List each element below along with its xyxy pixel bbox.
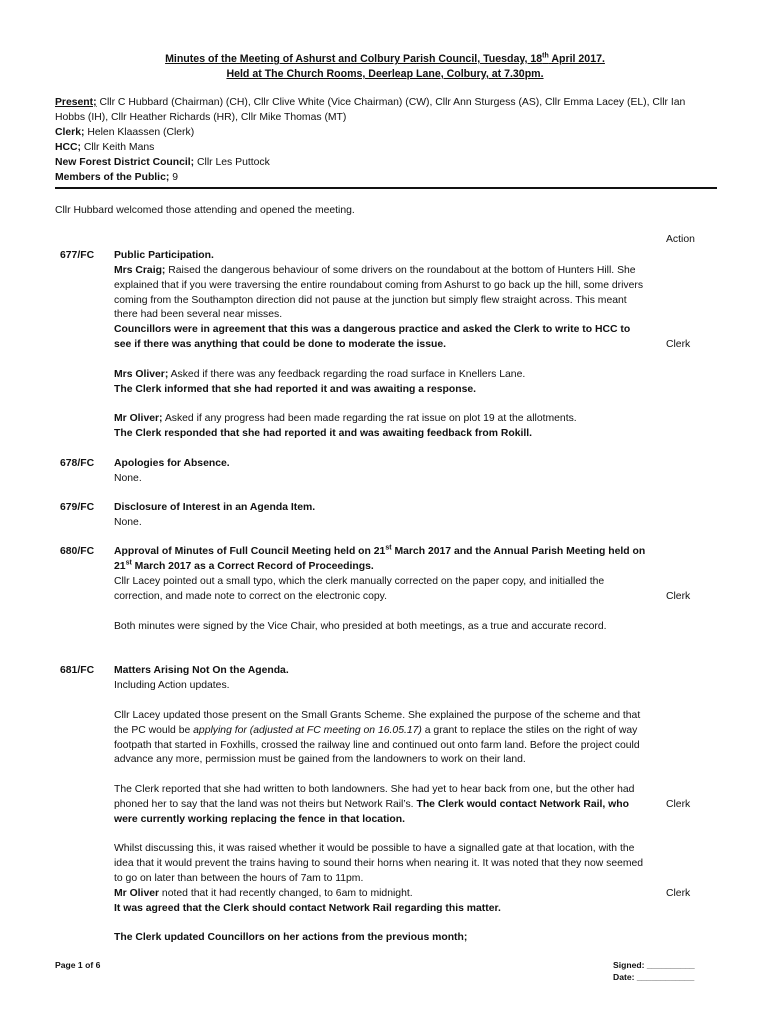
item-681-subheading: Including Action updates. (114, 680, 230, 691)
action-clerk-680: Clerk (666, 591, 691, 602)
speaker-mrs-craig: Mrs Craig; (114, 265, 166, 276)
item-680-heading-a: Approval of Minutes of Full Council Meeting held on 21 (114, 546, 386, 557)
attendance-public (55, 171, 715, 186)
divider-rule (55, 187, 717, 189)
present-label: Present; (55, 97, 97, 108)
item-680-heading-b: March 2017 and the Annual Parish Meeting held on 21 (114, 546, 646, 572)
attendance-hcc (55, 141, 715, 156)
action-clerk-681-b: Clerk (666, 888, 691, 899)
page-subtitle: Held at The Church Rooms, Deerleap Lane, Colbury, at 7.30pm. (226, 68, 544, 80)
action-column-header: Action (666, 234, 695, 245)
item-677-p1-text: Raised the dangerous behaviour of some drivers on the roundabout at the bottom of Hunters Hill. She explained that if you were traversing the entire roundabout coming from Ashurst to go back up the hill, some drivers coming from the Southampton direction did not pause at the junction but simply flew straight across. This meant there had been several near misses. (114, 265, 644, 321)
attendance-present (55, 96, 715, 126)
hcc-text: Cllr Keith Mans (80, 142, 155, 153)
action-clerk-677: Clerk (666, 339, 691, 350)
item-677-paragraph-2 (114, 368, 649, 383)
item-677-resolution: Councillors were in agreement that this was a dangerous practice and asked the Clerk to write to HCC to see if there was anything that could be done to moderate the issue. (114, 324, 631, 350)
welcome-text: Cllr Hubbard welcomed those attending and opened the meeting. (55, 205, 355, 216)
item-heading-680 (114, 545, 649, 575)
item-677-p2-text: Asked if there was any feedback regarding the road surface in Knellers Lane. (168, 369, 526, 380)
item-681-p1-a: Cllr Lacey updated those present on the Small Grants Scheme. She explained the purpose of the scheme and that the PC would be (114, 710, 641, 736)
item-number-677: 677/FC (60, 250, 95, 261)
item-681-paragraph-2 (114, 783, 649, 827)
speaker-mrs-oliver: Mrs Oliver; (114, 369, 169, 380)
nfdc-text: Cllr Les Puttock (194, 157, 270, 168)
speaker-mr-oliver: Mr Oliver; (114, 413, 163, 424)
item-677-p3-text: Asked if any progress had been made regarding the rat issue on plot 19 at the allotments. (162, 413, 577, 424)
item-680-heading-sup2: st (125, 559, 132, 567)
item-heading-677: Public Participation. (114, 250, 214, 261)
item-679-text: None. (114, 517, 142, 528)
item-681-paragraph-3-note (114, 887, 649, 902)
item-number-678: 678/FC (60, 458, 95, 469)
item-heading-681: Matters Arising Not On the Agenda. (114, 665, 289, 676)
title-line1 (165, 53, 605, 65)
item-681-p2-text: The Clerk reported that she had written to both landowners. She had yet to hear back from one, but the other had phoned her to say that the land was not theirs but Network Rail’s. (114, 784, 635, 810)
item-681-p1-b: a grant to replace the stiles on the right of way footpath that started in Foxhills, crossed the railway line and continued out onto farm land. Before the project could advance any more, permission must be gained from the landowners to work on their land. (114, 724, 640, 766)
item-heading-678: Apologies for Absence. (114, 458, 230, 469)
speaker-mr-oliver-681: Mr Oliver (114, 888, 160, 899)
present-text: Cllr C Hubbard (Chairman) (CH), Cllr Clive White (Vice Chairman) (CW), Cllr Ann Sturgess (AS), Cllr Emma Lacey (EL), Cllr Ian Hobbs (IH), Cllr Heather Richards (HR), Cllr Mike Thomas (MT) (55, 97, 686, 123)
item-681-p3-note-text: noted that it had recently changed, to 6am to midnight. (159, 888, 413, 899)
public-text: 9 (169, 172, 178, 183)
item-677-paragraph-3 (114, 412, 649, 427)
clerk-text: Helen Klaassen (Clerk) (84, 127, 195, 138)
item-681-paragraph-4: The Clerk updated Councillors on her actions from the previous month; (114, 932, 468, 943)
title-line1-tail: April 2017. (548, 53, 605, 65)
signed-line: Signed: __________ (613, 960, 695, 970)
page-title (40, 52, 730, 67)
item-681-paragraph-3: Whilst discussing this, it was raised whether it would be possible to have a signalled gate at that location, with the idea that it would prevent the trains having to sound their horns when nearing it. It was noted that they now seemed to go on later than between the hours of 7am to 11pm. (114, 843, 644, 884)
title-line1-sup: th (542, 52, 549, 60)
item-677-paragraph-1 (114, 264, 649, 323)
item-number-680: 680/FC (60, 546, 95, 557)
item-678-text: None. (114, 473, 142, 484)
clerk-label: Clerk; (55, 127, 85, 138)
title-line1-text: Minutes of the Meeting of Ashurst and Colbury Parish Council, Tuesday, 18 (165, 53, 543, 65)
public-label: Members of the Public; (55, 172, 170, 183)
item-681-resolution: It was agreed that the Clerk should contact Network Rail regarding this matter. (114, 903, 501, 914)
item-number-681: 681/FC (60, 665, 95, 676)
action-clerk-681-a: Clerk (666, 799, 691, 810)
item-680-heading-c: March 2017 as a Correct Record of Proceedings. (131, 560, 374, 572)
item-680-paragraph-2: Both minutes were signed by the Vice Chair, who presided at both meetings, as a true and accurate record. (114, 621, 607, 632)
item-681-paragraph-1 (114, 709, 649, 768)
item-680-heading-sup1: st (385, 544, 392, 552)
nfdc-label: New Forest District Council; (55, 157, 195, 168)
page-number: Page 1 of 6 (55, 960, 101, 970)
item-681-p1-italic: applying for (adjusted at FC meeting on 16.05.17) (193, 724, 422, 736)
item-677-response-2: The Clerk informed that she had reported it and was awaiting a response. (114, 384, 477, 395)
item-680-paragraph-1: Cllr Lacey pointed out a small typo, which the clerk manually corrected on the paper copy, and initialled the correction, and made note to correct on the electronic copy. (114, 576, 605, 602)
item-677-response-3: The Clerk responded that she had reported it and was awaiting feedback from Rokill. (114, 428, 533, 439)
hcc-label: HCC; (55, 142, 81, 153)
item-681-p2-bold: The Clerk would contact Network Rail, who were currently working replacing the fence in that location. (114, 798, 629, 825)
attendance-clerk (55, 126, 715, 141)
item-number-679: 679/FC (60, 502, 95, 513)
date-line: Date: ____________ (613, 972, 695, 982)
item-heading-679: Disclosure of Interest in an Agenda Item. (114, 502, 316, 513)
attendance-nfdc (55, 156, 715, 171)
